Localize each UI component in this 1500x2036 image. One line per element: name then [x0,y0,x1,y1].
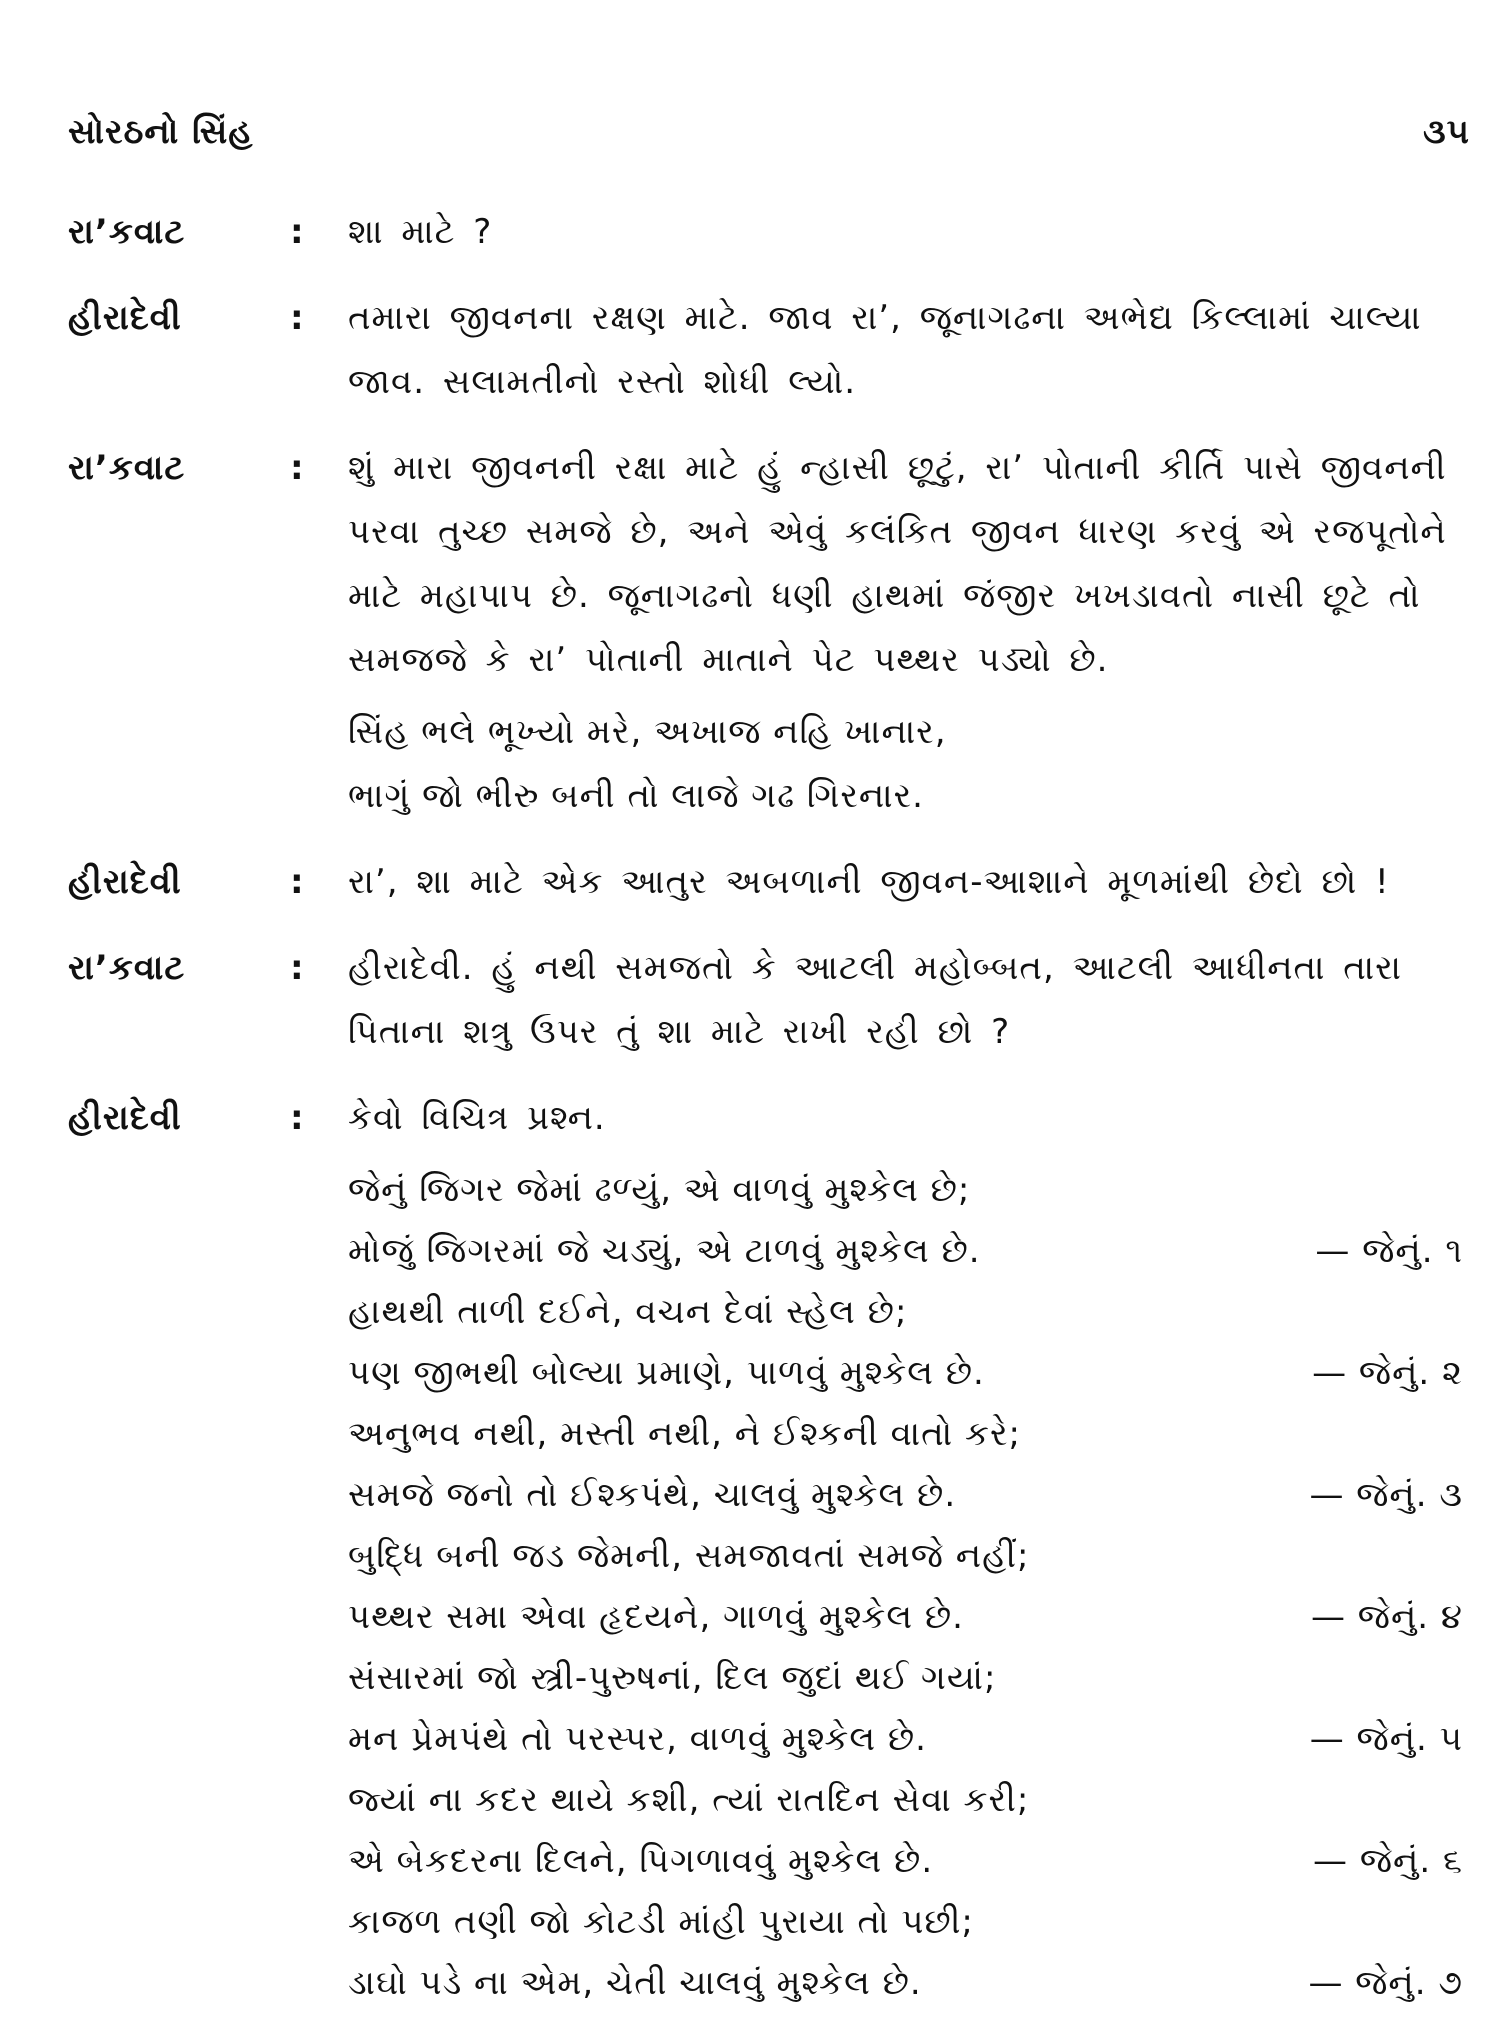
turn-content [348,200,1463,264]
song-line [348,1465,1463,1526]
speech-text: તમારા જીવનના રક્ષણ માટે. જાવ રા’, જૂનાગઢના અભેદ્ય કિલ્લામાં ચાલ્યા જાવ. સલામતીનો રસ્તો શોધી લ્યો. [348,298,1422,402]
song-line [348,1892,1463,1953]
refrain-marker: — જેનું. ૭ [1308,1963,1463,2003]
dialogue-turn [68,1086,1463,2014]
turn-content [348,436,1463,828]
dialogue-turn [68,436,1463,828]
song-line-text: ડાઘો પડે ના એમ, ચેતી ચાલવું મુશ્કેલ છે. [348,1963,922,2003]
song-line [348,1770,1463,1831]
doha-verse [348,700,1463,828]
dialogue-turn [68,936,1463,1064]
speaker-colon: : [290,862,304,902]
song-line-text: જ્યાં ના કદર થાયે કશી, ત્યાં રાતદિન સેવા કરી; [348,1780,1030,1820]
song-line [348,1648,1463,1709]
song-line [348,1587,1463,1648]
dialogue-turn [68,850,1463,914]
song-line-text: મોજું જિગરમાં જે ચડ્યું, એ ટાળવું મુશ્કેલ છે. [348,1231,981,1271]
speaker-colon: : [290,1098,304,1138]
refrain-marker: — જેનું. ૩ [1309,1475,1463,1515]
song-line-text: પથ્થર સમા એવા હૃદયને, ગાળવું મુશ્કેલ છે. [348,1597,964,1637]
song-line [348,1404,1463,1465]
song-line [348,1343,1463,1404]
song-line [348,1526,1463,1587]
speaker-name: રા’કવાટ [68,212,186,252]
speaker-name: હીરાદેવી [68,298,182,338]
speech-text: હીરાદેવી. હું નથી સમજતો કે આટલી મહોબ્બત, આટલી આધીનતા તારા પિતાના શત્રુ ઉપર તું શા માટે રાખી રહી છો ? [348,948,1403,1052]
turn-content [348,1086,1463,2014]
speaker-name: હીરાદેવી [68,1098,182,1138]
refrain-marker: — જેનું. ૧ [1315,1231,1463,1271]
song-line-text: પણ જીભથી બોલ્યા પ્રમાણે, પાળવું મુશ્કેલ છે. [348,1353,985,1393]
book-title: સોરઠનો સિંહ [68,112,254,152]
song-line-text: અનુભવ નથી, મસ્તી નથી, ને ઈશ્કની વાતો કરે; [348,1414,1021,1454]
verse-line: સિંહ ભલે ભૂખ્યો મરે, અખાજ નહિ ખાનાર, [348,712,947,752]
speech-text: શું મારા જીવનની રક્ષા માટે હું ન્હાસી છૂટું, રા’ પોતાની કીર્તિ પાસે જીવનની પરવા તુચ્છ સમજે છે, અને એવું કલંકિત જીવન ધારણ કરવું એ રજપૂતોને માટે મહાપાપ છે. જૂનાગઢનો ધણી હાથમાં જંજીર ખખડાવતો નાસી છૂટે તો સમજજે કે રા’ પોતાની માતાને પેટ પથ્થર પડ્યો છે. [348,448,1447,680]
speaker-colon: : [290,212,304,252]
song-stanzas [348,1160,1463,2014]
speech-text: રા’, શા માટે એક આતુર અબળાની જીવન-આશાને મૂળમાંથી છેદો છો ! [348,862,1390,902]
speaker-name: રા’કવાટ [68,448,186,488]
page-number: ૩૫ [1423,112,1470,152]
dialogue-body [68,200,1463,2036]
speaker-colon: : [290,948,304,988]
speaker-colon: : [290,448,304,488]
song-line [348,1953,1463,2014]
song-line-text: જેનું જિગર જેમાં ઢળ્યું, એ વાળવું મુશ્કેલ છે; [348,1170,971,1210]
speaker-name: હીરાદેવી [68,862,182,902]
turn-content [348,936,1463,1064]
song-line [348,1221,1463,1282]
refrain-marker: — જેનું. ૨ [1312,1353,1463,1393]
refrain-marker: — જેનું. ૬ [1313,1841,1463,1881]
speaker-name: રા’કવાટ [68,948,186,988]
refrain-marker: — જેનું. ૫ [1309,1719,1463,1759]
song-line-text: સંસારમાં જો સ્ત્રી-પુરુષનાં, દિલ જુદાં થઈ ગયાં; [348,1658,997,1698]
song-line-text: બુદ્ધિ બની જડ જેમની, સમજાવતાં સમજે નહીં; [348,1536,1030,1576]
song-line-text: સમજે જનો તો ઈશ્કપંથે, ચાલવું મુશ્કેલ છે. [348,1475,957,1515]
song-line-text: કાજળ તણી જો કોટડી માંહી પુરાયા તો પછી; [348,1902,974,1942]
song-line [348,1709,1463,1770]
song-line-text: હાથથી તાળી દઈને, વચન દેવાં સ્હેલ છે; [348,1292,908,1332]
song-line [348,1160,1463,1221]
speech-text: કેવો વિચિત્ર પ્રશ્ન. [348,1098,606,1138]
song-line-text: મન પ્રેમપંથે તો પરસ્પર, વાળવું મુશ્કેલ છે. [348,1719,927,1759]
refrain-marker: — જેનું. ૪ [1311,1597,1463,1637]
speaker-colon: : [290,298,304,338]
song-line [348,1282,1463,1343]
turn-content [348,286,1463,414]
turn-content [348,850,1463,914]
dialogue-turn [68,286,1463,414]
song-line [348,1831,1463,1892]
speech-text: શા માટે ? [348,212,493,252]
running-header [68,112,1470,152]
dialogue-turn [68,200,1463,264]
song-line-text: એ બેકદરના દિલને, પિગળાવવું મુશ્કેલ છે. [348,1841,934,1881]
verse-line: ભાગું જો ભીરુ બની તો લાજે ગઢ ગિરનાર. [348,776,924,816]
